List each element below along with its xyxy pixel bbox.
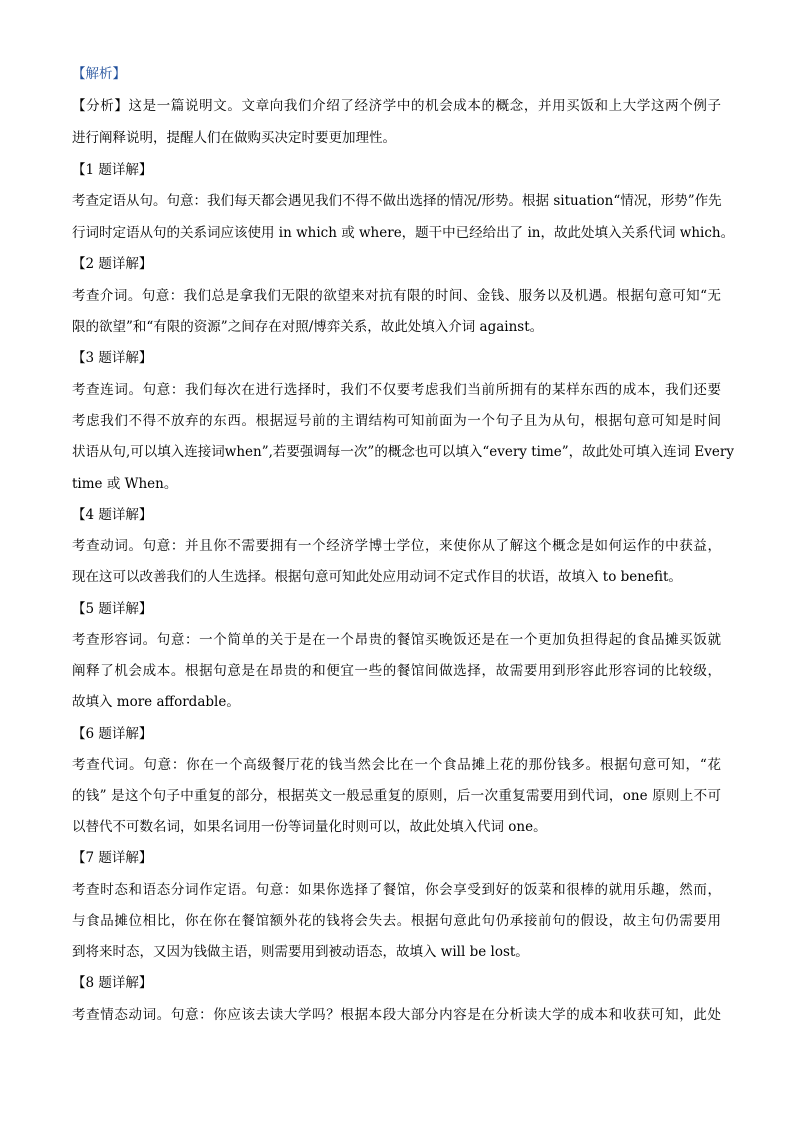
analysis-title: 【解析】 [72,66,126,82]
section-5-line: 故填入 more affordable。 [72,694,240,710]
section-7-line: 与食品摊位相比，你在你在餐馆额外花的钱将会失去。根据句意此句仍承接前句的假设，故主句仍需要用 [72,913,721,929]
section-7-line: 考查时态和语态分词作定语。句意：如果你选择了餐馆，你会享受到好的饭菜和很棒的就用乐趣，然而， [72,882,721,898]
section-3-line: time 或 When。 [72,476,178,492]
section-heading-7: 【7 题详解】 [72,850,153,866]
analysis-line-2: 进行阐释说明，提醒人们在做购买决定时要更加理性。 [72,130,396,146]
section-1-line: 考查定语从句。句意：我们每天都会遇见我们不得不做出选择的情况/形势。根据 situation“情况，形势”作先 [72,193,722,209]
section-heading-1: 【1 题详解】 [72,162,153,178]
analysis-text: 这是一篇说明文。文章向我们介绍了经济学中的机会成本的概念，并用买饭和上大学这两个例子 [128,98,722,114]
section-5-line: 考查形容词。句意：一个简单的关于是在一个昂贵的餐馆买晚饭还是在一个更加负担得起的食品摊买饭就 [72,632,721,648]
section-1-line: 行词时定语从句的关系词应该使用 in which 或 where，题干中已经给出了 in，故此处填入关系代词 which。 [72,225,735,241]
section-6-line: 的钱” 是这个句子中重复的部分，根据英文一般忌重复的原则，后一次重复需要用到代词，one 原则上不可 [72,788,721,804]
section-heading-4: 【4 题详解】 [72,507,153,523]
section-6-line: 考查代词。句意：你在一个高级餐厅花的钱当然会比在一个食品摊上花的那份钱多。根据句意可知，“花 [72,757,721,773]
section-heading-8: 【8 题详解】 [72,975,153,991]
section-3-line: 状语从句,可以填入连接词when”,若要强调每一次”的概念也可以填入“every time”，故此处可填入连词 Every [72,444,734,460]
section-6-line: 以替代不可数名词，如果名词用一份等词量化时则可以，故此处填入代词 one。 [72,819,547,835]
section-4-line: 考查动词。句意：并且你不需要拥有一个经济学博士学位，来使你从了解这个概念是如何运作的中获益， [72,538,721,554]
section-3-line: 考虑我们不得不放弃的东西。根据逗号前的主谓结构可知前面为一个句子且为从句，根据句意可知是时间 [72,413,721,429]
analysis-label: 【分析】 [72,98,129,114]
section-4-line: 现在这可以改善我们的人生选择。根据句意可知此处应用动词不定式作目的状语，故填入 to benefit。 [72,569,682,585]
section-heading-3: 【3 题详解】 [72,350,153,366]
section-7-line: 到将来时态，又因为钱做主语，则需要用到被动语态，故填入 will be lost。 [72,944,529,960]
section-5-line: 阐释了机会成本。根据句意是在昂贵的和便宜一些的餐馆间做选择，故需要用到形容此形容词的比较级， [72,663,721,679]
section-3-line: 考查连词。句意：我们每次在进行选择时，我们不仅要考虑我们当前所拥有的某样东西的成本，我们还要 [72,382,721,398]
section-2-line: 限的欲望”和“有限的资源”之间存在对照/博弈关系，故此处填入介词 against。 [72,319,544,335]
analysis-line-1 [72,96,721,116]
section-heading-6: 【6 题详解】 [72,726,153,742]
section-heading-2: 【2 题详解】 [72,256,153,272]
section-2-line: 考查介词。句意：我们总是拿我们无限的欲望来对抗有限的时间、金钱、服务以及机遇。根据句意可知“无 [72,288,721,304]
section-heading-5: 【5 题详解】 [72,601,153,617]
section-8-line: 考查情态动词。句意：你应该去读大学吗？根据本段大部分内容是在分析读大学的成本和收获可知，此处 [72,1007,721,1023]
